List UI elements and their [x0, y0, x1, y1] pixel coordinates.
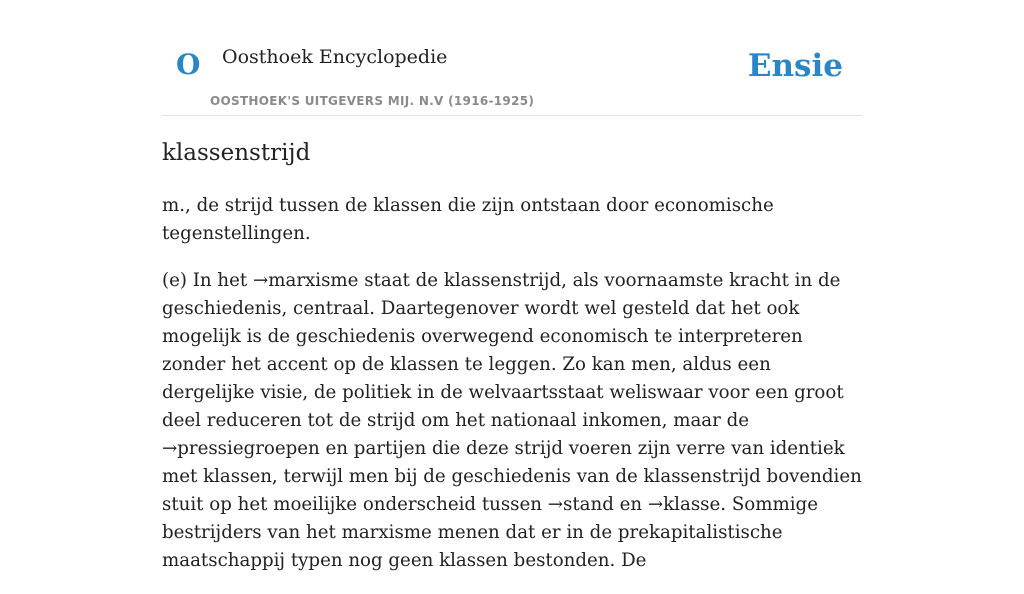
article-definition: m., de strijd tussen de klassen die zijn ontstaan door economische tegenstellingen.: [162, 195, 774, 244]
header: [162, 0, 862, 116]
book-title[interactable]: Oosthoek Encyclopedie: [222, 46, 448, 68]
body-text: staat de klassenstrijd, als voornaamste kracht in de geschiedenis, centraal. Daartegenover wordt wel gesteld dat het ook mogelijk is de geschiedenis overwegend economisch te interpreteren zonder het accent op de klassen te leggen. Zo kan men, aldus een dergelijke visie, de politiek in de welvaartsstaat weliswaar voor een groot deel reduceren tot de strijd om het nationaal inkomen, maar de: [162, 270, 844, 431]
body-text: . Sommige bestrijders van het marxisme menen dat er in de prekapitalistische maatschappij typen nog geen klassen bestonden. De: [162, 494, 818, 571]
link-klasse[interactable]: →klasse: [647, 494, 721, 515]
link-pressiegroepen[interactable]: →pressiegroepen: [162, 438, 320, 459]
book-logo[interactable]: O: [176, 48, 201, 81]
body-text: en partijen die deze strijd voeren zijn verre van identiek met klassen, terwijl men bij de geschiedenis van de klassenstrijd bovendien stuit op het moeilijke onderscheid tussen: [162, 438, 862, 515]
body-text: (e) In het: [162, 270, 253, 291]
link-stand[interactable]: →stand: [547, 494, 614, 515]
brand-logo[interactable]: Ensie: [747, 48, 843, 84]
body-text: en: [613, 494, 648, 515]
page: [162, 0, 862, 571]
publisher-label: OOSTHOEK'S UITGEVERS MIJ. N.V (1916-1925): [210, 94, 535, 108]
link-marxisme[interactable]: →marxisme: [252, 270, 359, 291]
article-body: [162, 267, 867, 575]
article-content: [162, 192, 867, 594]
article-headword: klassenstrijd: [162, 140, 311, 166]
